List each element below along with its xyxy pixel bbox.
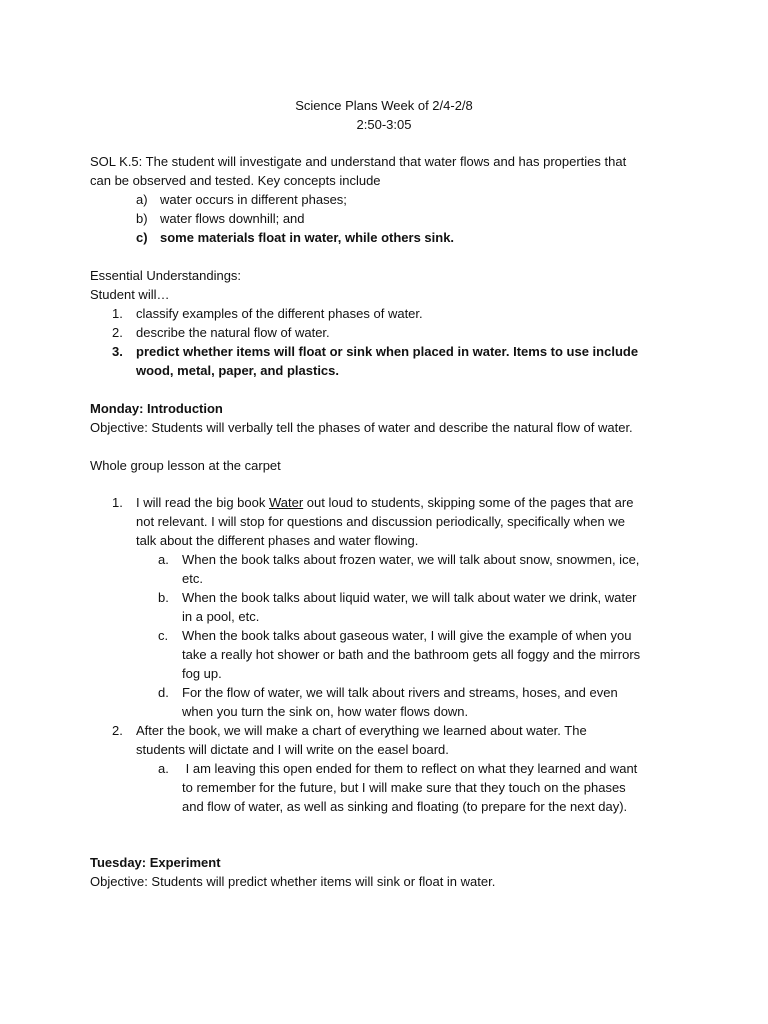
step-2-sub-a-line-2: to remember for the future, but I will make sure that they touch on the phases: [182, 780, 626, 795]
doc-time: 2:50-3:05: [356, 117, 412, 132]
tuesday-objective: Objective: Students will predict whether items will sink or float in water.: [90, 874, 496, 889]
sub-a-line-1: a. When the book talks about frozen water, we will talk about snow, snowmen, ice,: [158, 552, 640, 567]
eu-heading: Essential Understandings:: [90, 268, 242, 283]
sub-d-line-1: d. For the flow of water, we will talk about rivers and streams, hoses, and even: [158, 685, 618, 700]
eu-item-1: 1. classify examples of the different phases of water.: [112, 306, 423, 321]
step-1-line-2: not relevant. I will stop for questions and discussion periodically, specifically when we: [136, 514, 625, 529]
monday-group: Whole group lesson at the carpet: [90, 458, 281, 473]
eu-item-2: 2. describe the natural flow of water.: [112, 325, 330, 340]
tuesday-heading: Tuesday: Experiment: [90, 855, 221, 870]
sub-c-line-1: c. When the book talks about gaseous water, I will give the example of when you: [158, 628, 632, 643]
monday-heading: Monday: Introduction: [90, 401, 223, 416]
step-2-sub-a-line-3: and flow of water, as well as sinking and floating (to prepare for the next day).: [182, 799, 628, 814]
sol-item-a: a) water occurs in different phases;: [136, 192, 347, 207]
book-title: Water: [268, 495, 304, 510]
step-2-sub-a-line-1: a. I am leaving this open ended for them to reflect on what they learned and want: [158, 761, 638, 776]
sol-item-c: c) some materials float in water, while others sink.: [136, 230, 455, 245]
doc-title: Science Plans Week of 2/4-2/8: [295, 98, 473, 113]
step-2-line-1: 2. After the book, we will make a chart of everything we learned about water. The: [112, 723, 587, 738]
sol-item-b: b) water flows downhill; and: [136, 211, 305, 226]
sub-c-line-2: take a really hot shower or bath and the bathroom gets all foggy and the mirrors: [182, 647, 641, 662]
step-2-line-2: students will dictate and I will write on the easel board.: [136, 742, 449, 757]
eu-item-3: 3. predict whether items will float or sink when placed in water. Items to use include: [112, 344, 639, 359]
step-1-line-3: talk about the different phases and water flowing.: [136, 533, 419, 548]
sub-b-line-1: b. When the book talks about liquid water, we will talk about water we drink, water: [158, 590, 637, 605]
eu-item-3-cont: wood, metal, paper, and plastics.: [136, 363, 339, 378]
sol-line-1: SOL K.5: The student will investigate and understand that water flows and has properties that: [90, 154, 627, 169]
sol-line-2: can be observed and tested. Key concepts include: [90, 173, 381, 188]
sub-d-line-2: when you turn the sink on, how water flows down.: [182, 704, 469, 719]
monday-objective: Objective: Students will verbally tell the phases of water and describe the natural flow of water.: [90, 420, 633, 435]
eu-sub: Student will…: [90, 287, 170, 302]
sub-a-line-2: etc.: [182, 571, 203, 586]
sub-b-line-2: in a pool, etc.: [182, 609, 260, 624]
sub-c-line-3: fog up.: [182, 666, 222, 681]
step-1-line-1: 1. I will read the big book Water out loud to students, skipping some of the pages that are: [112, 495, 634, 510]
